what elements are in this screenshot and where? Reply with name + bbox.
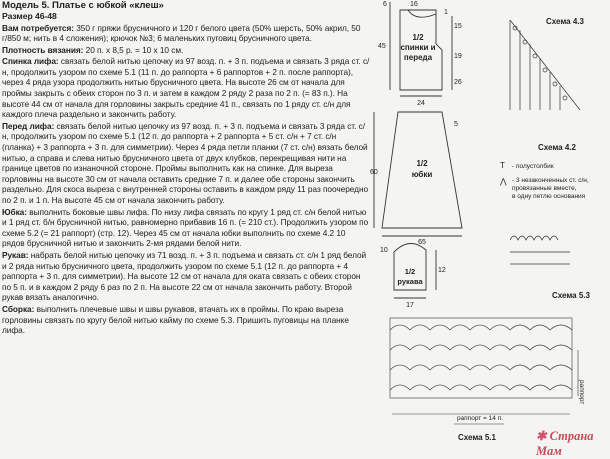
instructions-column [2,0,370,452]
sleeve-dim-width: 17 [406,302,414,309]
legend-three-dc-1: - 3 незаконченных ст. с/н, [512,177,589,184]
bodice-neckline [408,10,436,17]
scheme-4-2-title: Схема 4.2 [538,143,576,152]
sleeve-dim-cap: 10 [380,247,388,254]
paragraph-body: связать белой нитью цепочку из 97 возд. п. + 3 п. подъема и связать 3 ряда ст. с/н, продолжить узором по схеме 5.1 (11 п. до раппорта + 6 раппортов + 2 п. после раппорта), через 4 ряда узора продолжить нитью брусничного цвета. На высоте 26 см от начала для проймы закрыть с обеих сторон по 3 п. и затем в каждом 2 ряду 2 раза по 2 п. (= 83 п.). На высоте 44 см от начала для горловины закрыть средние 41 п., связать по 1 ряду ст. с/н для каждого плеча раздельно и закончить работу. [2,56,370,120]
bodice-label-1: 1/2 [412,33,424,42]
skirt-label-2: юбки [411,170,433,179]
legend-three-dc-2: провязанные вместе, [512,185,577,192]
paragraph-label: Спинка лифа: [2,56,59,67]
paragraph-label: Сборка: [2,303,35,314]
paragraph-body: выполнить плечевые швы и швы рукавов, втачать их в проймы. По краю выреза горловины связать по кругу белой нитью кайму по схеме 5.3. Пришить пуговицы на планке лифа. [2,303,349,336]
sleeve-dim-height: 12 [438,267,446,274]
scheme-4-3-title: Схема 4.3 [546,17,584,26]
half-col-symbol-icon: T [500,161,505,170]
paragraph-front [2,121,370,206]
paragraph-skirt [2,207,370,249]
sleeve-label-1: 1/2 [404,267,416,276]
bodice-dim-width: 24 [417,100,425,107]
paragraph-body: 20 п. х 8,5 р. = 10 х 10 см. [83,44,184,55]
paragraph-body: связать белой нитью цепочку из 97 возд. п. + 3 п. подъема и связать 3 ряда ст. с/н, продолжить узором по схеме 5.1 (12 п. до раппорта + 2 раппорта + 5 ст. с/н + 7 ст. с/н (планка) + 3 раппорта + 3 п. для симметрии). Через 4 ряда петли планки (7 ст. с/н) вязать белой нитью, а справа и слева нитью брусничного цвета от двух клубков, перекрещивая нити на границе цветов по изнаночной стороне. Проймы выполнить как на спинке. Для выреза горловины на высоте 30 см от начала оставить средние 7 п. и далее обе стороны закончить раздельно. Для скоса выреза с внутренней стороны оставить в каждом ряду 11 раз поочередно по 2 п. и 1 п. На высоте 45 см от начала закончить работу. [2,120,369,205]
skirt-dim-right: 5 [454,121,458,128]
size-label: Размер 46-48 [2,11,57,21]
paragraph-list [2,23,370,336]
bodice-dim-neck-front: 15 [454,23,462,30]
watermark-star-icon: ✱ [536,429,547,443]
bodice-label-2: спинки и [400,43,436,52]
paragraph-label: Перед лифа: [2,120,55,131]
scheme-5-1-title: Схема 5.1 [458,433,496,442]
sleeve-label-2: рукава [397,277,423,286]
paragraph-label: Плотность вязания: [2,44,84,55]
scheme-5-3-chart [510,236,570,264]
bodice-dim-lower: 26 [454,79,462,86]
diagrams-panel [370,0,610,452]
paragraph-assembly [2,304,370,336]
scheme-4-3-chart [510,20,580,110]
paragraph-sleeve [2,250,370,303]
model-title: Модель 5. Платье с юбкой «клеш» [2,0,164,11]
paragraph-materials [2,23,370,44]
skirt-label-1: 1/2 [416,159,428,168]
paragraph-back [2,56,370,120]
paragraph-label: Юбка: [2,206,27,217]
scheme-5-3-title: Схема 5.3 [552,291,590,300]
paragraph-label: Рукав: [2,249,29,260]
watermark [536,428,610,459]
bodice-dim-height: 45 [378,43,386,50]
scheme-5-1-rapport-width: раппорт = 14 п. [456,415,504,422]
legend-three-dc-3: в одну петлю основания [512,193,586,200]
watermark-text: Страна Мам [536,429,594,458]
legend-half-col: - полустолбик [512,163,554,170]
bodice-dim-top-left: 6 [383,1,387,8]
bodice-label-3: переда [403,53,433,62]
scheme-5-1-chart [390,318,578,424]
three-dc-symbol-icon: ⋀ [500,177,507,186]
bodice-dim-top-mid: 16 [410,1,418,8]
skirt-dim-width: 65 [418,239,426,246]
paragraph-body: выполнить боковые швы лифа. По низу лифа связать по кругу 1 ряд ст. с/н белой нитью и 1 ряд ст. б/н брусничной нитью, равномерно прибавив 16 п. (= 210 ст.). Продолжить узором по схеме 5.2 (= 21 раппорт) (стр. 12). Через 45 см от начала юбки выполнить по схеме 4.2 10 рядов брусничной нитью и закончить 2-мя рядами белой нити. [2,206,369,249]
paragraph-gauge [2,45,370,56]
paragraph-label: Вам потребуется: [2,22,74,33]
bodice-dim-armhole: 19 [454,53,462,60]
scheme-5-1-rapport-label: раппорт [578,380,585,405]
paragraph-body: 350 г пряжи брусничного и 120 г белого цвета (50% шерсть, 50% акрил, 50 г/850 м; нить в 4 сложения); крючок №3; 6 маленьких пуговиц брусничного цвета. [2,22,361,44]
bodice-dim-neck-depth: 1 [444,9,448,16]
skirt-dim-height: 60 [370,169,378,176]
paragraph-body: набрать белой нитью цепочку из 71 возд. п. + 3 п. подъема и связать ст. с/н 1 ряд белой и 2 ряда нитью брусничного цвета, продолжить узором по схеме 5.1 (12 п. до раппорта + 4 раппорта + 3 п. для симметрии). На высоте 12 см от начала для оката связать с обеих сторон по 5 п. и в каждом 2 ряду 6 раз по 2 п. На высоте 22 см от начала закончить работу. Второй рукав вязать аналогично. [2,249,367,303]
